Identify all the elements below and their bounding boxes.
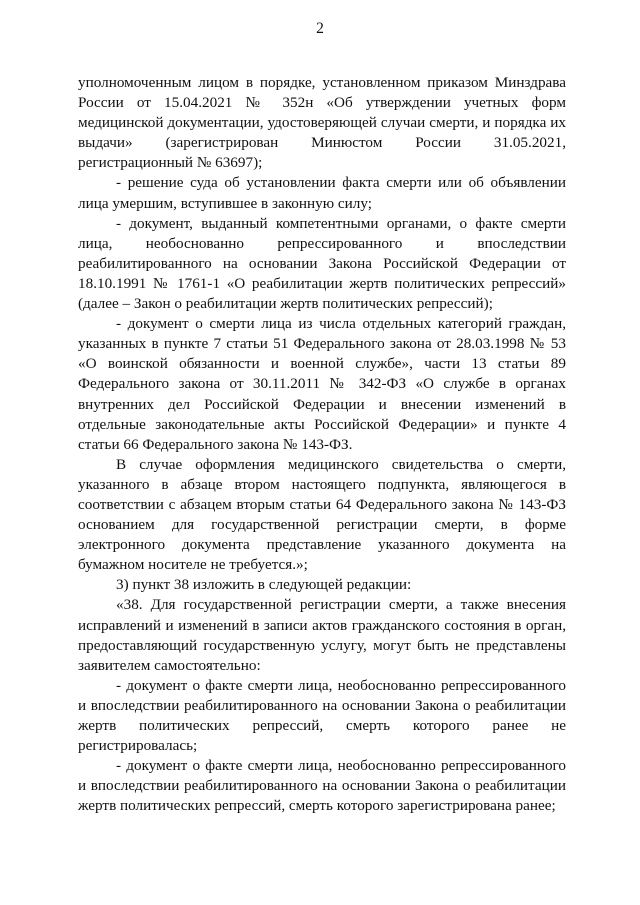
paragraph-rehabilitation-document: - документ, выданный компетентными органами, о факте смерти лица, необоснованно репрессированного и впоследствии реабилитированного на основании Закона Российской Федерации от 18.10.1991 № 1761-1 «О реабилитации жертв политических репрессий» (далее – Закон о реабилитации жертв политических репрессий);: [78, 214, 566, 313]
paragraph-court-decision: - решение суда об установлении факта смерти или об объявлении лица умершим, вступившее в законную силу;: [78, 174, 566, 212]
page-number: 2: [316, 20, 324, 37]
paragraph-military-document: - документ о смерти лица из числа отдельных категорий граждан, указанных в пункте 7 статьи 51 Федерального закона от 28.03.1998 № 53 «О воинской обязанности и военной службе», части 13 статьи 89 Федерального закона от 30.11.2011 № 342-ФЗ «О службе в органах внутренних дел Российской Федерации и внесении изменений в отдельные законодательные акты Российской Федерации» и пункте 4 статьи 66 Федерального закона № 143-ФЗ.: [78, 315, 566, 453]
paragraph-unregistered-death: - документ о факте смерти лица, необоснованно репрессированного и впоследствии реабилитированного на основании Закона о реабилитации жертв политических репрессий, смерть которого ранее не регистрировалась;: [78, 676, 566, 755]
paragraph-electronic-certificate: В случае оформления медицинского свидетельства о смерти, указанного в абзаце втором настоящего подпункта, являющегося в соответствии с абзацем вторым статьи 64 Федерального закона № 143-ФЗ основанием для государственной регистрации смерти, в форме электронного документа представление указанного документа на бумажном носителе не требуется.»;: [78, 455, 566, 574]
document-body: [78, 73, 566, 816]
paragraph-item-38-heading: 3) пункт 38 изложить в следующей редакции:: [116, 576, 412, 594]
paragraph-continuation: уполномоченным лицом в порядке, установленном приказом Минздрава России от 15.04.2021 № 352н «Об утверждении учетных форм медицинской документации, удостоверяющей случаи смерти, и порядка их выдачи» (зарегистрирован Минюстом России 31.05.2021, регистрационный № 63697);: [78, 74, 566, 172]
paragraph-registered-death: - документ о факте смерти лица, необоснованно репрессированного и впоследствии реабилитированного на основании Закона о реабилитации жертв политических репрессий, смерть которого зарегистрирована ранее;: [78, 757, 566, 815]
paragraph-item-38-text: «38. Для государственной регистрации смерти, а также внесения исправлений и изменений в записи актов гражданского состояния в орган, предоставляющий государственную услугу, могут быть не представлены заявителем самостоятельно:: [78, 596, 566, 674]
